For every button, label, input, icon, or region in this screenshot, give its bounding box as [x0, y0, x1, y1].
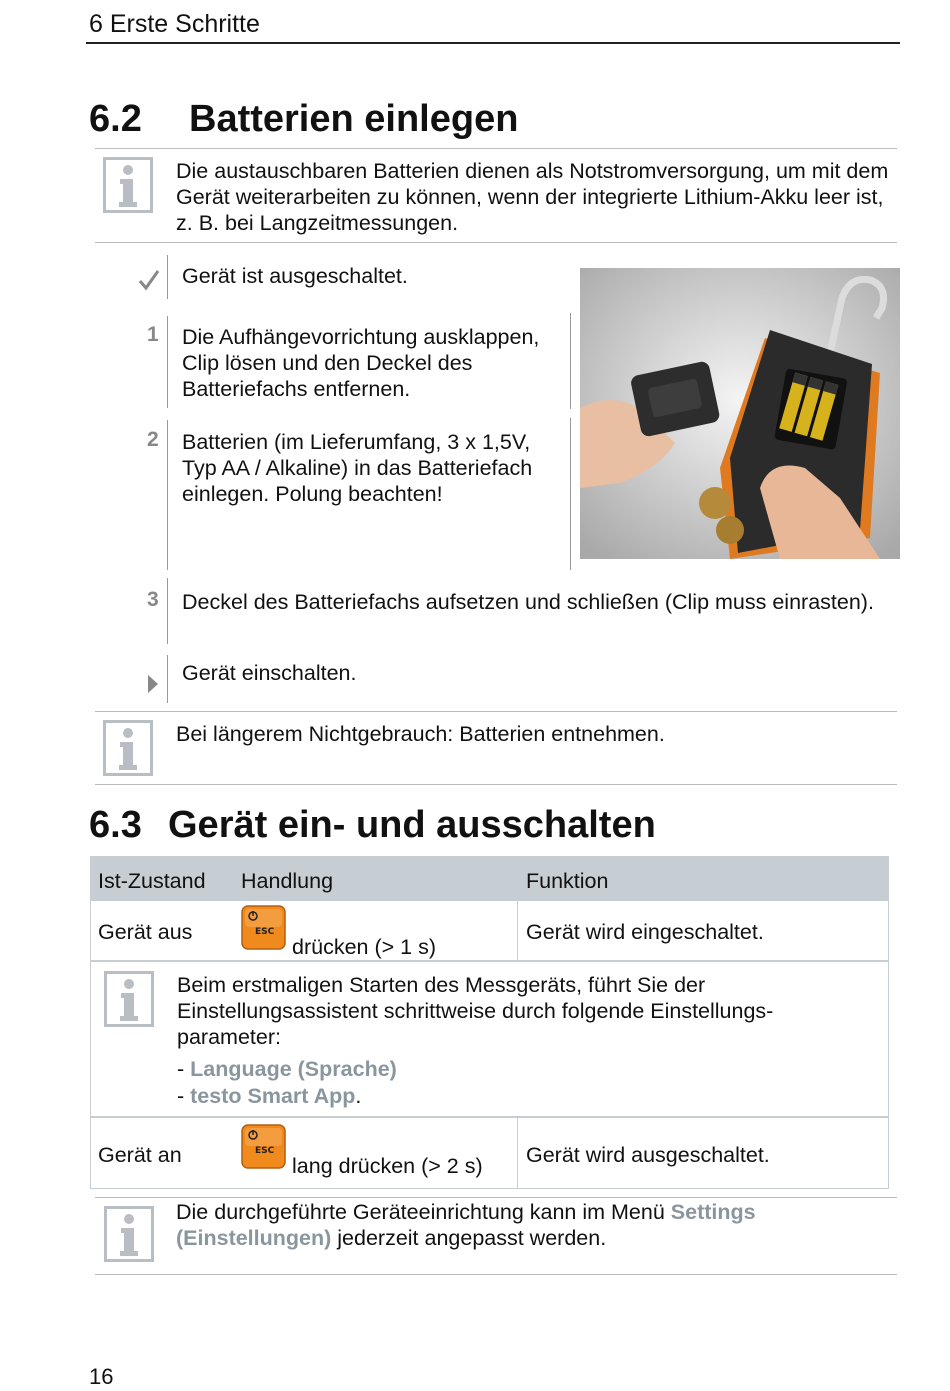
- column-header-action: Handlung: [241, 869, 334, 893]
- row-1-action: drücken (> 1 s): [292, 935, 436, 959]
- step-number: 2: [147, 428, 159, 451]
- info-text-storage: Bei längerem Nichtgebrauch: Batterien entnehmen.: [176, 722, 665, 746]
- table-line: [517, 1117, 518, 1189]
- section-number: 6.2: [89, 98, 142, 140]
- row-2-function: Gerät wird ausgeschaltet.: [526, 1143, 770, 1167]
- info-text-setup-wizard: Beim erstmaligen Starten des Messgeräts, führt Sie der Einstellungsassistent schrittweise durch folgende Einstellungs-parameter:: [177, 973, 774, 1049]
- table-line: [517, 856, 518, 961]
- step-2-text: Batterien (im Lieferumfang, 3 x 1,5V, Typ AA / Alkaline) in das Batteriefach einlegen. Polung beachten!: [182, 430, 533, 506]
- table-line: [90, 900, 889, 901]
- info-icon: [103, 720, 153, 776]
- row-2-action: lang drücken (> 2 s): [292, 1154, 483, 1178]
- result-text: Gerät einschalten.: [182, 661, 357, 685]
- column-header-function: Funktion: [526, 869, 609, 893]
- smart-app-param: testo Smart App: [190, 1084, 356, 1108]
- chapter-header: 6 Erste Schritte: [89, 10, 260, 38]
- row-2-state: Gerät an: [98, 1143, 182, 1167]
- step-number: 1: [147, 323, 159, 346]
- precondition-text: Gerät ist ausgeschaltet.: [182, 264, 408, 288]
- divider: [95, 711, 897, 712]
- esc-key-icon: [241, 905, 286, 950]
- section-6-3-title: Gerät ein- und ausschalten: [168, 804, 656, 846]
- step-bar: [570, 418, 571, 570]
- divider: [95, 784, 897, 785]
- divider: [95, 1274, 897, 1275]
- table-header-row: [90, 856, 889, 900]
- row-1-state: Gerät aus: [98, 920, 193, 944]
- arrow-right-icon: [147, 674, 159, 694]
- section-6-2-title: Batterien einlegen: [189, 98, 519, 140]
- divider: [95, 148, 897, 149]
- info-icon: [104, 1206, 154, 1262]
- table-line: [888, 856, 889, 1189]
- table-line: [90, 960, 889, 962]
- step-bar: [167, 255, 168, 299]
- table-line: [90, 856, 91, 1189]
- setup-param-app: [177, 1083, 361, 1109]
- settings-menu-link: Settings (Einstellungen): [176, 1200, 756, 1250]
- section-6-2-heading: [89, 98, 142, 141]
- step-bar: [570, 313, 571, 409]
- divider: [95, 242, 897, 243]
- step-1-text: Die Aufhängevorrichtung ausklappen, Clip lösen und den Deckel des Batteriefachs entfernen.: [182, 325, 540, 401]
- step-bar: [167, 578, 168, 644]
- step-bar: [167, 420, 168, 570]
- header-divider: [86, 42, 900, 44]
- row-1-function: Gerät wird eingeschaltet.: [526, 920, 764, 944]
- divider: [95, 1197, 897, 1198]
- section-6-3-number: 6.3: [89, 804, 142, 846]
- step-3-text: Deckel des Batteriefachs aufsetzen und schließen (Clip muss einrasten).: [182, 590, 874, 614]
- info-text-settings: [176, 1199, 856, 1251]
- step-number: 3: [147, 588, 159, 611]
- table-line: [90, 1188, 889, 1189]
- checkmark-icon: [137, 268, 161, 292]
- table-line: [90, 1116, 889, 1118]
- battery-compartment-photo: [580, 268, 900, 559]
- step-bar: [167, 316, 168, 408]
- esc-label: ESC: [255, 927, 275, 937]
- esc-label: ESC: [255, 1146, 275, 1156]
- info-icon: [103, 157, 153, 213]
- language-param: Language (Sprache): [190, 1057, 397, 1081]
- info-text-part: jederzeit angepasst werden.: [331, 1226, 607, 1250]
- info-text-batteries: Die austauschbaren Batterien dienen als Notstromversorgung, um mit dem Gerät weiterarbeiten zu können, wenn der integrierte Lithium-Akku leer ist, z. B. bei Langzeitmessungen.: [176, 159, 889, 235]
- setup-param-language: [177, 1056, 397, 1082]
- page-number: 16: [89, 1364, 114, 1389]
- info-icon: [104, 971, 154, 1027]
- step-bar: [167, 655, 168, 703]
- column-header-state: Ist-Zustand: [98, 869, 206, 893]
- info-text-part: Die durchgeführte Geräteeinrichtung kann im Menü: [176, 1200, 671, 1224]
- list-bullet: -: [177, 1084, 191, 1108]
- list-bullet: -: [177, 1057, 191, 1081]
- esc-key-icon: [241, 1124, 286, 1169]
- list-suffix: .: [355, 1084, 362, 1108]
